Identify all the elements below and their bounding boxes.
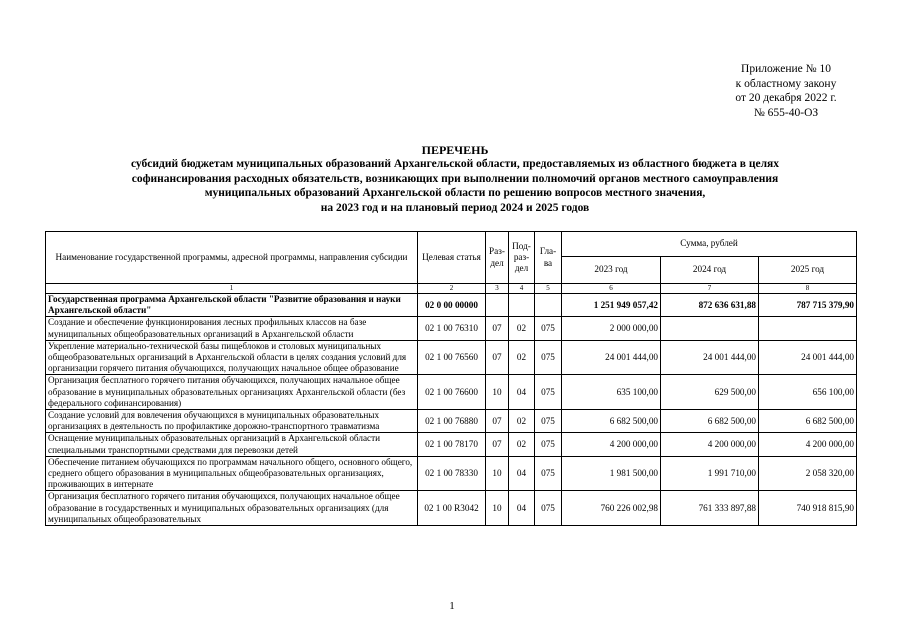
document-title-main: ПЕРЕЧЕНЬ bbox=[421, 143, 489, 157]
table-row bbox=[46, 410, 857, 433]
table-row bbox=[46, 317, 857, 340]
cell-name: Создание условий для вовлечения обучающихся в муниципальных образовательных организациях в деятельность по профилактике дорожно-транспортного травматизма bbox=[46, 410, 418, 433]
cell-sum-2025: 4 200 000,00 bbox=[759, 433, 857, 456]
cell-sum-2024: 1 991 710,00 bbox=[661, 456, 759, 491]
cell-subsection: 02 bbox=[509, 340, 535, 375]
header-year-2024: 2024 год bbox=[661, 257, 759, 284]
cell-sum-2023: 760 226 002,98 bbox=[562, 491, 661, 526]
cell-target-article: 02 1 00 76560 bbox=[418, 340, 486, 375]
document-title bbox=[60, 143, 850, 215]
cell-name: Создание и обеспечение функционирования лесных профильных классов на базе муниципальных общеобразовательных организаций в Архангельской области bbox=[46, 317, 418, 340]
column-number: 2 bbox=[418, 284, 486, 294]
cell-sum-2024: 6 682 500,00 bbox=[661, 410, 759, 433]
cell-sum-2025: 6 682 500,00 bbox=[759, 410, 857, 433]
cell-sum-2025: 2 058 320,00 bbox=[759, 456, 857, 491]
cell-section: 07 bbox=[486, 433, 509, 456]
cell-subsection: 02 bbox=[509, 410, 535, 433]
header-chapter: Гла-ва bbox=[535, 232, 562, 284]
cell-sum-2023: 2 000 000,00 bbox=[562, 317, 661, 340]
cell-chapter: 075 bbox=[535, 317, 562, 340]
table-row bbox=[46, 456, 857, 491]
cell-target-article: 02 1 00 78330 bbox=[418, 456, 486, 491]
cell-name: Оснащение муниципальных образовательных организаций в Архангельской области специальными транспортными средствами для перевозки детей bbox=[46, 433, 418, 456]
cell-name: Обеспечение питанием обучающихся по программам начального общего, основного общего, среднего общего образования в муниципальных общеобразовательных организациях, проживающих в интернате bbox=[46, 456, 418, 491]
cell-sum-2024: 872 636 631,88 bbox=[661, 294, 759, 317]
header-name: Наименование государственной программы, адресной программы, направления субсидии bbox=[46, 232, 418, 284]
cell-section bbox=[486, 294, 509, 317]
cell-section: 10 bbox=[486, 456, 509, 491]
cell-sum-2023: 24 001 444,00 bbox=[562, 340, 661, 375]
header-subsection: Под-раз-дел bbox=[509, 232, 535, 284]
subsidies-table bbox=[45, 231, 857, 526]
cell-section: 10 bbox=[486, 375, 509, 410]
cell-chapter bbox=[535, 294, 562, 317]
table-row bbox=[46, 433, 857, 456]
cell-chapter: 075 bbox=[535, 491, 562, 526]
table-row bbox=[46, 340, 857, 375]
header-year-2025: 2025 год bbox=[759, 257, 857, 284]
cell-target-article: 02 1 00 76880 bbox=[418, 410, 486, 433]
cell-sum-2025: 24 001 444,00 bbox=[759, 340, 857, 375]
header-target-article: Целевая статья bbox=[418, 232, 486, 284]
cell-section: 07 bbox=[486, 317, 509, 340]
table-header-row bbox=[46, 232, 857, 257]
column-number: 5 bbox=[535, 284, 562, 294]
document-title-line: субсидий бюджетам муниципальных образований Архангельской области, предоставляемых из областного бюджета в целях bbox=[130, 158, 779, 171]
cell-section: 07 bbox=[486, 410, 509, 433]
cell-name: Организация бесплатного горячего питания обучающихся, получающих начальное общее образование в государственных и муниципальных образовательных организациях (для муниципальных общеобразовательных bbox=[46, 491, 418, 526]
cell-chapter: 075 bbox=[535, 375, 562, 410]
cell-sum-2024 bbox=[661, 317, 759, 340]
cell-subsection: 04 bbox=[509, 375, 535, 410]
cell-target-article: 02 1 00 76600 bbox=[418, 375, 486, 410]
header-year-2023: 2023 год bbox=[562, 257, 661, 284]
cell-chapter: 075 bbox=[535, 340, 562, 375]
cell-target-article: 02 1 00 R3042 bbox=[418, 491, 486, 526]
cell-sum-2024: 24 001 444,00 bbox=[661, 340, 759, 375]
cell-name: Государственная программа Архангельской области "Развитие образования и науки Архангельской области" bbox=[46, 294, 418, 317]
cell-section: 07 bbox=[486, 340, 509, 375]
cell-target-article: 02 1 00 78170 bbox=[418, 433, 486, 456]
cell-name: Организация бесплатного горячего питания обучающихся, получающих начальное общее образование в муниципальных образовательных организациях Архангельской области (без федерального софинансирования) bbox=[46, 375, 418, 410]
table-row bbox=[46, 294, 857, 317]
cell-target-article: 02 0 00 00000 bbox=[418, 294, 486, 317]
cell-chapter: 075 bbox=[535, 456, 562, 491]
column-number: 6 bbox=[562, 284, 661, 294]
cell-sum-2025 bbox=[759, 317, 857, 340]
cell-subsection bbox=[509, 294, 535, 317]
appendix-law-reference: к областному закону bbox=[735, 77, 837, 90]
document-title-line: муниципальных образований Архангельской области по решению вопросов местного значения, bbox=[204, 187, 706, 200]
cell-sum-2025: 787 715 379,90 bbox=[759, 294, 857, 317]
column-number: 1 bbox=[46, 284, 418, 294]
cell-sum-2025: 656 100,00 bbox=[759, 375, 857, 410]
column-number: 3 bbox=[486, 284, 509, 294]
cell-sum-2025: 740 918 815,90 bbox=[759, 491, 857, 526]
page-number: 1 bbox=[449, 600, 455, 612]
cell-section: 10 bbox=[486, 491, 509, 526]
cell-chapter: 075 bbox=[535, 410, 562, 433]
cell-subsection: 04 bbox=[509, 491, 535, 526]
cell-sum-2024: 629 500,00 bbox=[661, 375, 759, 410]
cell-sum-2023: 1 981 500,00 bbox=[562, 456, 661, 491]
cell-sum-2023: 4 200 000,00 bbox=[562, 433, 661, 456]
document-title-line: на 2023 год и на плановый период 2024 и 2025 годов bbox=[320, 201, 590, 214]
column-number-row bbox=[46, 284, 857, 294]
table-row bbox=[46, 375, 857, 410]
cell-sum-2023: 635 100,00 bbox=[562, 375, 661, 410]
appendix-reference bbox=[686, 62, 886, 120]
cell-sum-2024: 4 200 000,00 bbox=[661, 433, 759, 456]
cell-subsection: 02 bbox=[509, 317, 535, 340]
appendix-law-number: № 655-40-ОЗ bbox=[753, 106, 819, 119]
header-sum: Сумма, рублей bbox=[562, 232, 857, 257]
cell-subsection: 02 bbox=[509, 433, 535, 456]
document-title-line: софинансирования расходных обязательств, возникающих при выполнении полномочий органов местного самоуправления bbox=[131, 172, 779, 185]
table-row bbox=[46, 491, 857, 526]
appendix-law-date: от 20 декабря 2022 г. bbox=[735, 92, 837, 104]
cell-sum-2023: 6 682 500,00 bbox=[562, 410, 661, 433]
cell-name: Укрепление материально-технической базы пищеблоков и столовых муниципальных общеобразовательных организаций в Архангельской области в целях создания условий для организации горячего питания обучающихся, получающих начальное общее образование bbox=[46, 340, 418, 375]
column-number: 8 bbox=[759, 284, 857, 294]
cell-sum-2023: 1 251 949 057,42 bbox=[562, 294, 661, 317]
cell-subsection: 04 bbox=[509, 456, 535, 491]
cell-chapter: 075 bbox=[535, 433, 562, 456]
header-section: Раз-дел bbox=[486, 232, 509, 284]
cell-sum-2024: 761 333 897,88 bbox=[661, 491, 759, 526]
cell-target-article: 02 1 00 76310 bbox=[418, 317, 486, 340]
column-number: 7 bbox=[661, 284, 759, 294]
appendix-number: Приложение № 10 bbox=[741, 63, 831, 75]
column-number: 4 bbox=[509, 284, 535, 294]
